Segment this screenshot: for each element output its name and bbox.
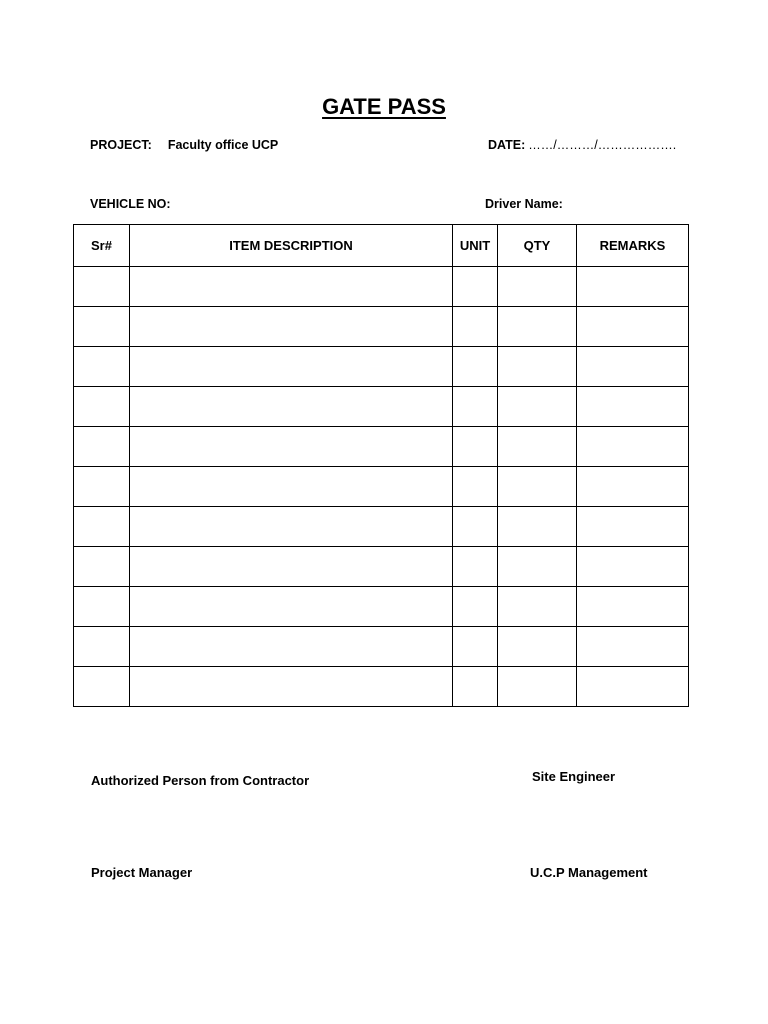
cell-item-description <box>130 667 453 707</box>
cell-unit <box>453 307 498 347</box>
cell-remarks <box>577 547 689 587</box>
cell-qty <box>498 507 577 547</box>
signature-site-engineer: Site Engineer <box>532 769 616 784</box>
table-row <box>74 467 689 507</box>
cell-remarks <box>577 467 689 507</box>
cell-item-description <box>130 587 453 627</box>
table-body <box>74 267 689 707</box>
project-field <box>90 138 278 152</box>
cell-unit <box>453 667 498 707</box>
cell-sr <box>74 587 130 627</box>
cell-sr <box>74 667 130 707</box>
cell-item-description <box>130 347 453 387</box>
cell-remarks <box>577 387 689 427</box>
cell-qty <box>498 387 577 427</box>
cell-qty <box>498 267 577 307</box>
cell-sr <box>74 307 130 347</box>
header-unit: UNIT <box>453 225 498 267</box>
cell-remarks <box>577 307 689 347</box>
table-row <box>74 427 689 467</box>
page-title-text: GATE PASS <box>322 94 446 119</box>
table-row <box>74 267 689 307</box>
signature-ucp-management: U.C.P Management <box>530 865 648 880</box>
cell-item-description <box>130 547 453 587</box>
cell-item-description <box>130 627 453 667</box>
date-field <box>488 138 676 152</box>
cell-sr <box>74 547 130 587</box>
date-label: DATE: <box>488 138 526 152</box>
driver-label: Driver Name: <box>485 197 563 211</box>
cell-sr <box>74 627 130 667</box>
cell-remarks <box>577 667 689 707</box>
cell-sr <box>74 267 130 307</box>
signature-contractor: Authorized Person from Contractor <box>91 773 310 788</box>
header-item-description: ITEM DESCRIPTION <box>130 225 453 267</box>
cell-qty <box>498 347 577 387</box>
cell-unit <box>453 547 498 587</box>
table-header-row <box>74 225 689 267</box>
cell-unit <box>453 587 498 627</box>
cell-remarks <box>577 627 689 667</box>
cell-remarks <box>577 507 689 547</box>
date-value: ……/………/………………. <box>528 138 677 152</box>
driver-field <box>485 197 563 211</box>
cell-item-description <box>130 387 453 427</box>
table-row <box>74 627 689 667</box>
cell-remarks <box>577 347 689 387</box>
cell-qty <box>498 547 577 587</box>
signature-project-manager: Project Manager <box>91 865 193 880</box>
cell-sr <box>74 467 130 507</box>
cell-qty <box>498 427 577 467</box>
cell-unit <box>453 627 498 667</box>
cell-remarks <box>577 587 689 627</box>
cell-unit <box>453 267 498 307</box>
cell-unit <box>453 467 498 507</box>
cell-unit <box>453 347 498 387</box>
cell-qty <box>498 627 577 667</box>
cell-sr <box>74 427 130 467</box>
project-label: PROJECT: <box>90 138 152 152</box>
cell-sr <box>74 347 130 387</box>
cell-item-description <box>130 507 453 547</box>
cell-remarks <box>577 267 689 307</box>
cell-unit <box>453 507 498 547</box>
page-title <box>0 94 768 120</box>
table-row <box>74 387 689 427</box>
cell-remarks <box>577 427 689 467</box>
project-value: Faculty office UCP <box>167 138 279 152</box>
header-sr: Sr# <box>74 225 130 267</box>
cell-item-description <box>130 307 453 347</box>
table-row <box>74 347 689 387</box>
table-row <box>74 507 689 547</box>
cell-item-description <box>130 467 453 507</box>
cell-qty <box>498 307 577 347</box>
cell-qty <box>498 667 577 707</box>
header-remarks: REMARKS <box>577 225 689 267</box>
cell-unit <box>453 387 498 427</box>
table-row <box>74 587 689 627</box>
cell-sr <box>74 387 130 427</box>
cell-item-description <box>130 267 453 307</box>
cell-qty <box>498 467 577 507</box>
items-table <box>73 224 689 707</box>
cell-unit <box>453 427 498 467</box>
vehicle-label: VEHICLE NO: <box>90 197 171 211</box>
header-qty: QTY <box>498 225 577 267</box>
table-row <box>74 547 689 587</box>
table-row <box>74 307 689 347</box>
cell-sr <box>74 507 130 547</box>
cell-qty <box>498 587 577 627</box>
cell-item-description <box>130 427 453 467</box>
vehicle-field <box>90 197 171 211</box>
table-row <box>74 667 689 707</box>
